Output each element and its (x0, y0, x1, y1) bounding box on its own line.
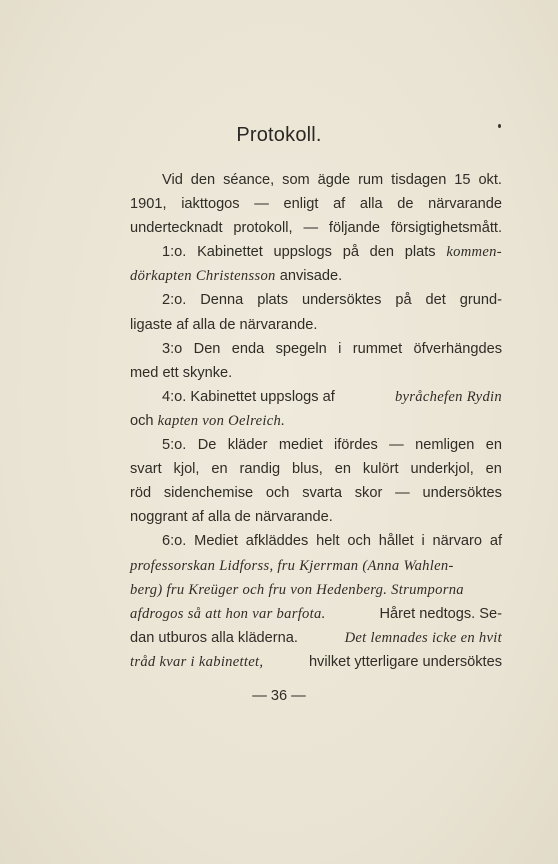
text-span: Håret nedtogs. Se- (379, 605, 502, 622)
word: undertecknadt (130, 220, 223, 237)
word: en (211, 461, 228, 478)
text-line-14 (130, 481, 502, 505)
word: röd (130, 485, 152, 502)
word: undersöktes (301, 292, 382, 309)
word: enda (231, 340, 265, 357)
text-line-19 (130, 602, 502, 626)
text-line-17 (130, 554, 502, 578)
word: randig (239, 461, 281, 478)
page-title: Protokoll. (236, 124, 322, 146)
text-line-8 (130, 337, 502, 361)
text-line-16 (130, 529, 502, 553)
word: 6:o. (162, 533, 187, 550)
word: helt (316, 533, 340, 550)
word: den (190, 172, 216, 188)
word: 5:o. (162, 437, 187, 454)
word: 1901, (130, 196, 167, 213)
word: Mediet (194, 533, 238, 550)
italic-names: professorskan Lidforss, fru Kjerrman (Anna Wahlen- (130, 557, 454, 574)
word: uppslogs (273, 244, 332, 261)
word: blus, (292, 461, 323, 478)
word: det (425, 292, 446, 309)
page-number: — 36 — (252, 688, 306, 704)
word: rummet (352, 340, 403, 357)
word: Denna (200, 292, 244, 309)
italic-text: afdrogos så att hon var barfota. (130, 605, 326, 622)
italic-name: byråchefen Rydin (394, 388, 502, 405)
word: nemligen (415, 437, 475, 454)
word: hållet (378, 533, 414, 550)
word: på (342, 244, 359, 261)
word: de (397, 196, 414, 213)
word: undersöktes (422, 485, 502, 502)
word: mediet (278, 437, 323, 454)
text-span: 4:o. Kabinettet uppslogs af (162, 388, 335, 405)
word: grund- (459, 292, 502, 309)
word: plats (257, 292, 289, 309)
word: på (395, 292, 412, 309)
word: svart (130, 461, 162, 478)
text-line-6 (130, 288, 502, 312)
word: som (282, 172, 310, 188)
text-line-21 (130, 650, 502, 674)
word: närvarande (428, 196, 502, 213)
word: i (421, 533, 425, 550)
text-line-12 (130, 433, 502, 457)
word: — (389, 437, 404, 454)
word: 1:o. (162, 244, 187, 261)
word: rum (358, 172, 384, 188)
word: kjol, (173, 461, 200, 478)
word: De (197, 437, 217, 454)
word: närvaro (432, 533, 483, 550)
word: af (489, 533, 502, 550)
word: Vid (162, 172, 183, 188)
text-line-13 (130, 457, 502, 481)
word: och (347, 533, 371, 550)
text-line-20 (130, 626, 502, 650)
word: sidenchemise (163, 485, 254, 502)
word: Kabinettet (197, 244, 263, 261)
word: en (485, 437, 502, 454)
italic-name: kapten von Oelreich. (157, 412, 286, 429)
text-span: anvisade. (279, 268, 343, 285)
text-line-5 (130, 264, 502, 288)
word: — (254, 196, 269, 213)
text-line-7: ligaste af alla de närvarande. (130, 316, 318, 333)
word: ägde (317, 172, 351, 188)
word: 15 (454, 172, 471, 188)
text-span: dan utburos alla kläderna. (130, 629, 298, 646)
word: — (395, 485, 410, 502)
word: enligt (283, 196, 319, 213)
word: afkläddes (245, 533, 309, 550)
text-line-10 (130, 385, 502, 409)
text-line-4 (130, 240, 502, 264)
word: den (369, 244, 395, 261)
word: — (303, 220, 319, 237)
word: öfverhängdes (413, 340, 502, 357)
word: alla (359, 196, 383, 213)
italic-text: Det lemnades icke en hvit (344, 629, 502, 646)
word: iakttogos (181, 196, 240, 213)
word: och (265, 485, 290, 502)
word: kommen- (446, 244, 502, 261)
text-line-3 (130, 216, 502, 240)
text-line-1 (130, 168, 502, 192)
word: underkjol, (410, 461, 474, 478)
text-line-9: med ett skynke. (130, 364, 233, 381)
word: skor (354, 485, 383, 502)
word: ifördes (334, 437, 378, 454)
word: en (334, 461, 351, 478)
text-span: och (130, 412, 154, 429)
word: tisdagen (391, 172, 447, 188)
text-line-11 (130, 409, 502, 433)
word: af (333, 196, 346, 213)
word: kulört (362, 461, 399, 478)
italic-name: dörkapten Christensson (130, 268, 276, 285)
protocol-body (130, 168, 502, 674)
word: svarta (302, 485, 342, 502)
italic-text: tråd kvar i kabinettet, (130, 653, 264, 670)
word: en (485, 461, 502, 478)
print-speck (498, 124, 501, 128)
text-line-2 (130, 192, 502, 216)
text-span: hvilket ytterligare undersöktes (308, 653, 502, 670)
word: 3:o (162, 340, 183, 357)
word: försigtighetsmått. (390, 220, 502, 237)
italic-names: berg) fru Kreüger och fru von Hedenberg. Strumporna (130, 581, 464, 598)
word: Den (193, 340, 221, 357)
text-line-18 (130, 578, 502, 602)
word: i (338, 340, 342, 357)
word: 2:o. (162, 292, 187, 309)
word: séance, (223, 172, 275, 188)
word: följande (328, 220, 381, 237)
word: spegeln (275, 340, 327, 357)
text-line-15: noggrant af alla de närvarande. (130, 509, 333, 526)
word: plats (404, 244, 436, 261)
word: kläder (227, 437, 268, 454)
word: okt. (478, 172, 502, 188)
word: protokoll, (233, 220, 293, 237)
